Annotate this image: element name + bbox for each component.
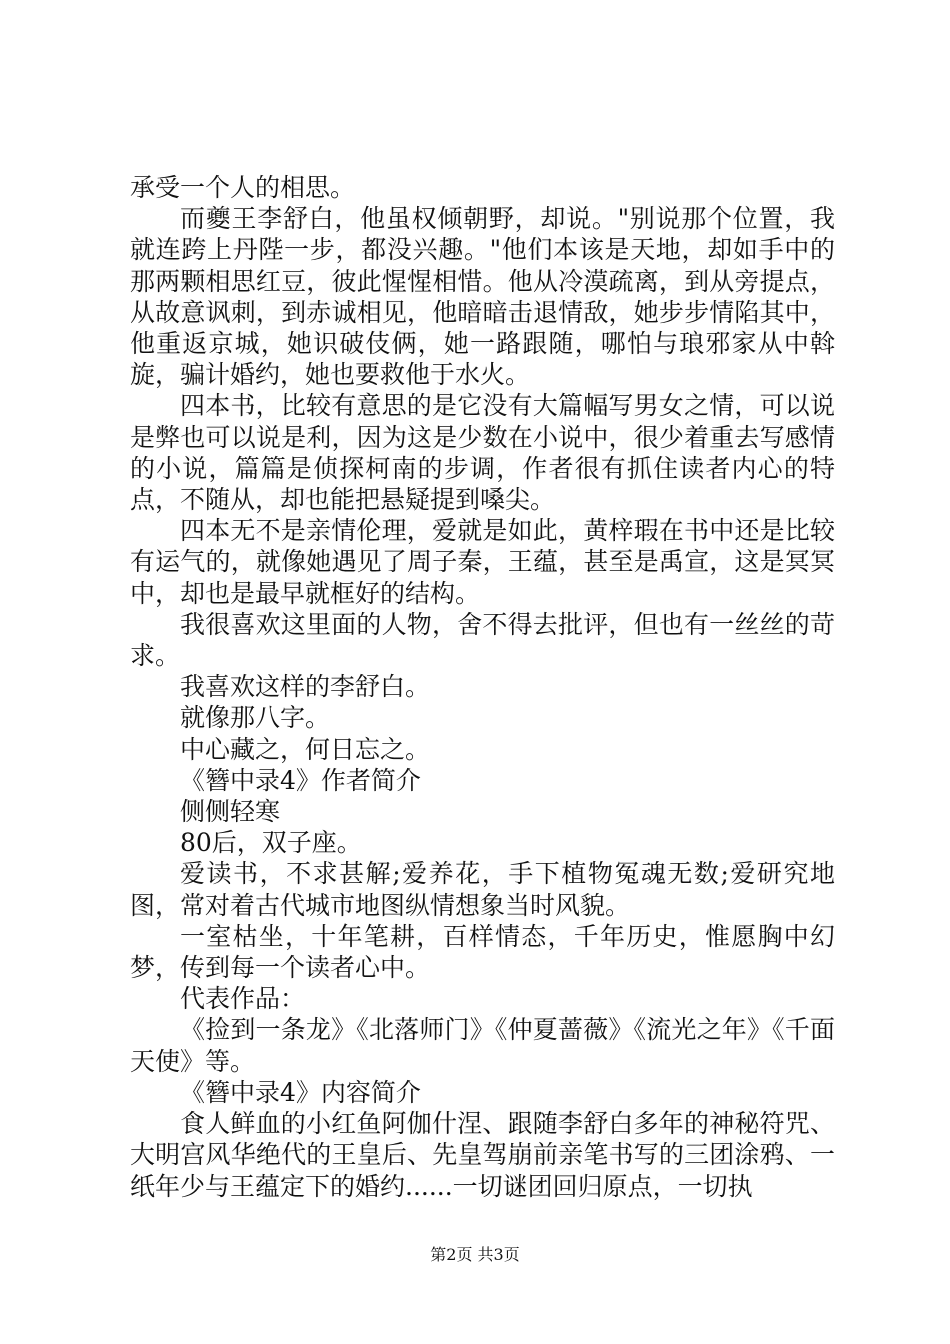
paragraph-2: 而夔王李舒白，他虽权倾朝野，却说。"别说那个位置，我就连跨上丹陛一步，都没兴趣。"他们本该是天地，却如手中的那两颗相思红豆，彼此惺惺相惜。他从冷漠疏离，到从旁提点，从故意讽刺，到赤诚相见，他暗暗击退情敌，她步步情陷其中，他重返京城，她识破伎俩，她一路跟随，哪怕与琅邪家从中斡旋，骗计婚约，她也要救他于水火。: [130, 204, 835, 390]
works-list: 《捡到一条龙》《北落师门》《仲夏蔷薇》《流光之年》《千面天使》等。: [130, 1015, 835, 1076]
paragraph-11: 80后，双子座。: [180, 828, 362, 858]
paragraph-4: 四本无不是亲情伦理，爱就是如此，黄梓瑕在书中还是比较有运气的，就像她遇见了周子秦，王蕴，甚至是禹宣，这是冥冥中，却也是最早就框好的结构。: [130, 516, 835, 608]
paragraph-12: 爱读书，不求甚解;爱养花，手下植物冤魂无数;爱研究地图，常对着古代城市地图纵情想象当时风貌。: [130, 859, 835, 920]
paragraph-7: 就像那八字。: [180, 703, 331, 733]
works-label: 代表作品：: [180, 984, 306, 1014]
page-footer: 第2页 共3页: [430, 1245, 520, 1264]
paragraph-5: 我很喜欢这里面的人物，舍不得去批评，但也有一丝丝的苛求。: [130, 609, 835, 671]
paragraph-1: 承受一个人的相思。: [130, 173, 356, 202]
author-name: 侧侧轻寒: [180, 797, 281, 827]
paragraph-3: 四本书，比较有意思的是它没有大篇幅写男女之情，可以说是弊也可以说是利，因为这是少数在小说中，很少着重去写感情的小说，篇篇是侦探柯南的步调，作者很有抓住读者内心的特点，不随从，却也能把悬疑提到嗓尖。: [130, 391, 835, 515]
paragraph-6: 我喜欢这样的李舒白。: [180, 672, 431, 702]
section-heading-author: 《簪中录4》作者简介: [180, 765, 421, 795]
paragraph-17: 食人鲜血的小红鱼阿伽什涅、跟随李舒白多年的神秘符咒、大明宫风华绝代的王皇后、先皇驾崩前亲笔书写的三团涂鸦、一纸年少与王蕴定下的婚约......一切谜团回归原点，一切执: [130, 1109, 835, 1201]
body-text: [130, 172, 835, 1202]
section-heading-synopsis: 《簪中录4》内容简介: [180, 1077, 421, 1107]
paragraph-13: 一室枯坐，十年笔耕，百样情态，千年历史，惟愿胸中幻梦，传到每一个读者心中。: [130, 921, 835, 983]
paragraph-8: 中心藏之，何日忘之。: [180, 734, 431, 764]
